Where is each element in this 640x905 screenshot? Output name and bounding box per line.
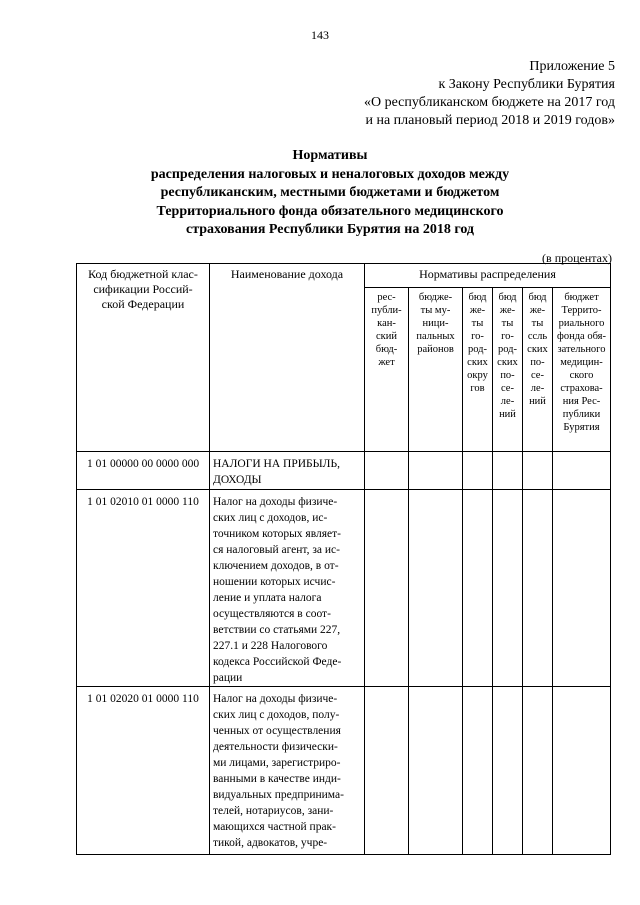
- row-name: [210, 452, 365, 490]
- sub-line: бюд: [468, 292, 487, 303]
- value-cell: [493, 687, 523, 855]
- table-row: [77, 490, 611, 687]
- name-line: точником которых являет-: [213, 528, 341, 540]
- sub-line: ских: [467, 357, 488, 368]
- sub-line: ле-: [500, 396, 515, 407]
- sub-line: род-: [497, 344, 518, 355]
- value-cell: [463, 490, 493, 687]
- sub-line: ний: [499, 409, 516, 420]
- sub-line: ского: [569, 370, 594, 381]
- table-row: [77, 452, 611, 490]
- sub-line: ний: [529, 396, 546, 407]
- title-line: республиканским, местными бюджетами и бюджетом: [160, 185, 500, 200]
- value-cell: [523, 452, 553, 490]
- sub-line: гов: [470, 383, 485, 394]
- sub-line: бюдже-: [418, 292, 453, 303]
- sub-line: риального: [558, 318, 605, 329]
- value-cell: [365, 490, 409, 687]
- sub-line: жет: [378, 357, 395, 368]
- name-line: ми лицами, зарегистриро-: [213, 757, 341, 769]
- name-line: ских лиц с доходов, полу-: [213, 709, 340, 721]
- name-line: ключением доходов, в от-: [213, 560, 339, 572]
- sub-line: Бурятия: [563, 422, 600, 433]
- sub-line: ты: [471, 318, 484, 329]
- sub-line: публи-: [371, 305, 402, 316]
- sub-line: фонда обя-: [557, 331, 606, 342]
- value-cell: [523, 490, 553, 687]
- title-line: распределения налоговых и неналоговых доходов между: [150, 166, 510, 182]
- title-line: Территориального фонда обязательного медицинского: [156, 203, 504, 219]
- name-line: ДОХОДЫ: [213, 474, 262, 486]
- title-line: страхования Республики Бурятия на 2018 год: [185, 222, 475, 237]
- sub-line: бюд: [498, 292, 517, 303]
- sub-line: ских: [497, 357, 518, 368]
- units-note: (в процентах): [542, 251, 612, 265]
- document-title: [0, 147, 640, 240]
- row-code: 1 01 02020 01 0000 110: [77, 687, 210, 855]
- sub-line: рес-: [377, 292, 396, 303]
- sub-line: по-: [500, 370, 515, 381]
- name-line: видуальных предпринима-: [213, 789, 344, 801]
- subheader-city-settlements: [493, 288, 523, 452]
- sub-line: же-: [499, 305, 516, 316]
- header-code: [77, 264, 210, 452]
- value-cell: [463, 687, 493, 855]
- sub-line: страхова-: [560, 383, 603, 394]
- value-cell: [493, 490, 523, 687]
- name-line: ванными в качестве инди-: [213, 773, 341, 785]
- sub-line: ты му-: [420, 305, 451, 316]
- sub-line: бюджет: [564, 292, 599, 303]
- row-code: 1 01 00000 00 0000 000: [77, 452, 210, 490]
- row-code: 1 01 02010 01 0000 110: [77, 490, 210, 687]
- sub-line: го-: [501, 331, 514, 342]
- name-line: мающихся частной прак-: [213, 821, 336, 833]
- sub-line: пальных: [416, 331, 455, 342]
- annex-line: «О республиканском бюджете на 2017 год: [364, 95, 615, 110]
- name-line: кодекса Российской Феде-: [213, 656, 342, 668]
- value-cell: [553, 452, 611, 490]
- sub-line: бюд-: [375, 344, 398, 355]
- annex-line: Приложение 5: [529, 59, 615, 74]
- subheader-municipal-districts: [409, 288, 463, 452]
- title-line: Нормативы: [292, 148, 368, 163]
- sub-line: ты: [501, 318, 514, 329]
- value-cell: [553, 490, 611, 687]
- name-line: ношении которых исчис-: [213, 576, 336, 588]
- sub-line: ле-: [530, 383, 545, 394]
- subheader-rural-settlements: [523, 288, 553, 452]
- sub-line: род-: [467, 344, 488, 355]
- table-row: [77, 687, 611, 855]
- sub-line: кан-: [377, 318, 396, 329]
- value-cell: [409, 452, 463, 490]
- name-line: деятельности физически-: [213, 741, 338, 753]
- value-cell: [463, 452, 493, 490]
- value-cell: [365, 452, 409, 490]
- name-line: осуществляются в соот-: [213, 608, 331, 620]
- value-cell: [493, 452, 523, 490]
- name-line: 227.1 и 228 Налогового: [213, 640, 328, 652]
- value-cell: [553, 687, 611, 855]
- row-name: [210, 687, 365, 855]
- subheader-city-districts: [463, 288, 493, 452]
- sub-line: Террито-: [561, 305, 602, 316]
- name-line: ченных от осуществления: [213, 725, 341, 737]
- name-line: рации: [213, 672, 243, 684]
- header-name: Наименование дохода: [210, 264, 365, 452]
- page-number: 143: [311, 28, 329, 42]
- sub-line: же-: [529, 305, 546, 316]
- annex-line: и на плановый период 2018 и 2019 годов»: [365, 113, 615, 128]
- sub-line: зательного: [557, 344, 606, 355]
- name-line: Налог на доходы физиче-: [213, 496, 338, 508]
- sub-line: окру: [467, 370, 488, 381]
- sub-line: ских: [527, 344, 548, 355]
- sub-line: ссль: [527, 331, 548, 342]
- sub-line: публики: [562, 409, 601, 420]
- subheader-republic-budget: [365, 288, 409, 452]
- sub-line: ния Рес-: [562, 396, 601, 407]
- annex-header: [364, 58, 615, 130]
- annex-line: к Закону Республики Бурятия: [438, 77, 615, 92]
- sub-line: бюд: [528, 292, 547, 303]
- value-cell: [409, 490, 463, 687]
- sub-line: се-: [501, 383, 514, 394]
- name-line: ление и уплата налога: [213, 592, 322, 604]
- header-code-line: ской Федерации: [101, 297, 185, 311]
- header-code-line: Код бюджетной клас-: [88, 267, 198, 281]
- row-name: [210, 490, 365, 687]
- sub-line: районов: [417, 344, 454, 355]
- value-cell: [523, 687, 553, 855]
- name-line: ся налоговый агент, за ис-: [213, 544, 340, 556]
- sub-line: ты: [531, 318, 544, 329]
- subheader-medical-insurance-fund: [553, 288, 611, 452]
- norms-table: [76, 263, 611, 855]
- sub-line: го-: [471, 331, 484, 342]
- name-line: телей, нотариусов, зани-: [213, 805, 334, 817]
- name-line: тикой, адвокатов, учре-: [213, 837, 328, 849]
- header-norms: Нормативы распределения: [365, 264, 611, 288]
- header-code-line: сификации Россий-: [93, 282, 193, 296]
- sub-line: се-: [531, 370, 544, 381]
- sub-line: медицин-: [560, 357, 603, 368]
- name-line: НАЛОГИ НА ПРИБЫЛЬ,: [213, 458, 340, 470]
- value-cell: [365, 687, 409, 855]
- sub-line: ский: [376, 331, 397, 342]
- name-line: Налог на доходы физиче-: [213, 693, 338, 705]
- sub-line: по-: [530, 357, 545, 368]
- sub-line: же-: [469, 305, 486, 316]
- sub-line: ници-: [422, 318, 449, 329]
- name-line: ветствии со статьями 227,: [213, 624, 341, 636]
- name-line: ских лиц с доходов, ис-: [213, 512, 328, 524]
- value-cell: [409, 687, 463, 855]
